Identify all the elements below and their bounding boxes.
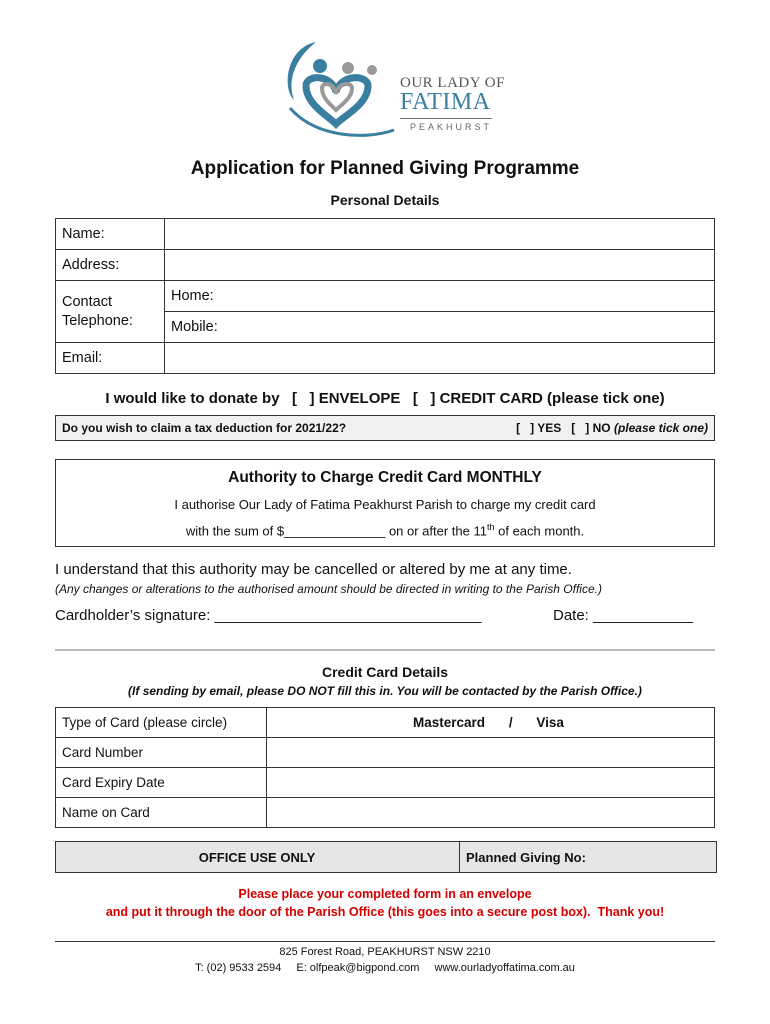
cardholder-signature-field[interactable]: Cardholder’s signature: ________________________________ xyxy=(55,607,482,624)
tax-options[interactable]: [ ] YES [ ] NO (please tick one) xyxy=(516,421,708,435)
logo-head-2 xyxy=(342,62,354,74)
name-on-card-field[interactable] xyxy=(267,798,715,828)
card-number-field[interactable] xyxy=(267,738,715,768)
card-number-label: Card Number xyxy=(56,738,267,768)
card-expiry-label: Card Expiry Date xyxy=(56,768,267,798)
mastercard-option[interactable]: Mastercard xyxy=(413,715,486,730)
tax-question: Do you wish to claim a tax deduction for 2021/22? xyxy=(62,421,347,435)
name-label: Name: xyxy=(56,219,165,250)
personal-details-table xyxy=(55,218,715,374)
email-label: Email: xyxy=(56,343,165,374)
name-on-card-label: Name on Card xyxy=(56,798,267,828)
authority-box xyxy=(55,459,715,547)
authority-line2[interactable]: with the sum of $______________ on or after the 11th of each month. xyxy=(185,522,585,539)
email-field[interactable] xyxy=(165,343,715,374)
credit-card-heading: Credit Card Details xyxy=(321,664,449,680)
mobile-label: Mobile: xyxy=(171,319,218,335)
footer-website[interactable]: www.ourladyoffatima.com.au xyxy=(434,962,575,974)
changes-note: (Any changes or alterations to the authorised amount should be directed in writing to the Parish Office.) xyxy=(55,582,602,596)
mobile-phone-field[interactable] xyxy=(165,312,715,343)
credit-card-table xyxy=(55,707,715,828)
credit-card-note: (If sending by email, please DO NOT fill this in. You will be contacted by the Parish Office.) xyxy=(128,684,642,698)
office-use-separator xyxy=(459,842,460,872)
footer-rule xyxy=(55,941,715,942)
donation-method-line: I would like to donate by [ ] ENVELOPE [ ] CREDIT CARD (please tick one) xyxy=(105,390,665,407)
address-label: Address: xyxy=(56,250,165,281)
address-field[interactable] xyxy=(165,250,715,281)
home-phone-field[interactable] xyxy=(165,281,715,312)
office-use-label: OFFICE USE ONLY xyxy=(198,850,316,865)
logo-head-3 xyxy=(367,65,377,75)
section-divider xyxy=(55,649,715,651)
card-expiry-field[interactable] xyxy=(267,768,715,798)
authority-understanding: I understand that this authority may be cancelled or altered by me at any time. xyxy=(55,561,572,578)
footer-address: 825 Forest Road, PEAKHURST NSW 2210 xyxy=(279,946,491,958)
footer-phone: T: (02) 9533 2594 xyxy=(195,962,282,974)
logo-heart-inner xyxy=(322,84,352,110)
instruction-line2: and put it through the door of the Parish Office (this goes into a secure post box). Thank you! xyxy=(105,905,665,919)
planned-giving-number-label: Planned Giving No: xyxy=(466,850,586,865)
footer-email[interactable]: E: olfpeak@bigpond.com xyxy=(296,962,420,974)
card-type-options[interactable] xyxy=(267,708,715,738)
authority-heading: Authority to Charge Credit Card MONTHLY xyxy=(228,469,542,486)
tax-note: (please tick one) xyxy=(613,421,708,435)
date-field[interactable]: Date: ____________ xyxy=(553,607,694,624)
footer-contacts xyxy=(0,962,770,974)
card-type-slash: / xyxy=(508,715,513,730)
tax-deduction-bar xyxy=(55,415,715,441)
name-field[interactable] xyxy=(165,219,715,250)
authority-line1: I authorise Our Lady of Fatima Peakhurst Parish to charge my credit card xyxy=(174,497,596,512)
office-use-bar xyxy=(55,841,717,873)
contact-telephone-label xyxy=(56,281,165,343)
logo-swoosh xyxy=(288,42,316,100)
page-title: Application for Planned Giving Programme xyxy=(190,158,580,179)
home-label: Home: xyxy=(171,288,214,304)
personal-details-heading: Personal Details xyxy=(330,192,440,208)
logo-heart xyxy=(306,78,368,124)
logo-divider xyxy=(400,118,492,119)
logo-text-our-lady: OUR LADY OF xyxy=(400,75,505,91)
contact-label-line1: Contact xyxy=(62,294,112,310)
visa-option[interactable]: Visa xyxy=(536,715,564,730)
logo-text-fatima: FATIMA xyxy=(400,89,491,115)
logo-text-peakhurst: PEAKHURST xyxy=(410,122,493,132)
instruction-line1: Please place your completed form in an envelope xyxy=(238,887,532,901)
contact-label-line2: Telephone: xyxy=(62,313,133,329)
card-type-label: Type of Card (please circle) xyxy=(56,708,267,738)
logo-head-1 xyxy=(313,59,327,73)
